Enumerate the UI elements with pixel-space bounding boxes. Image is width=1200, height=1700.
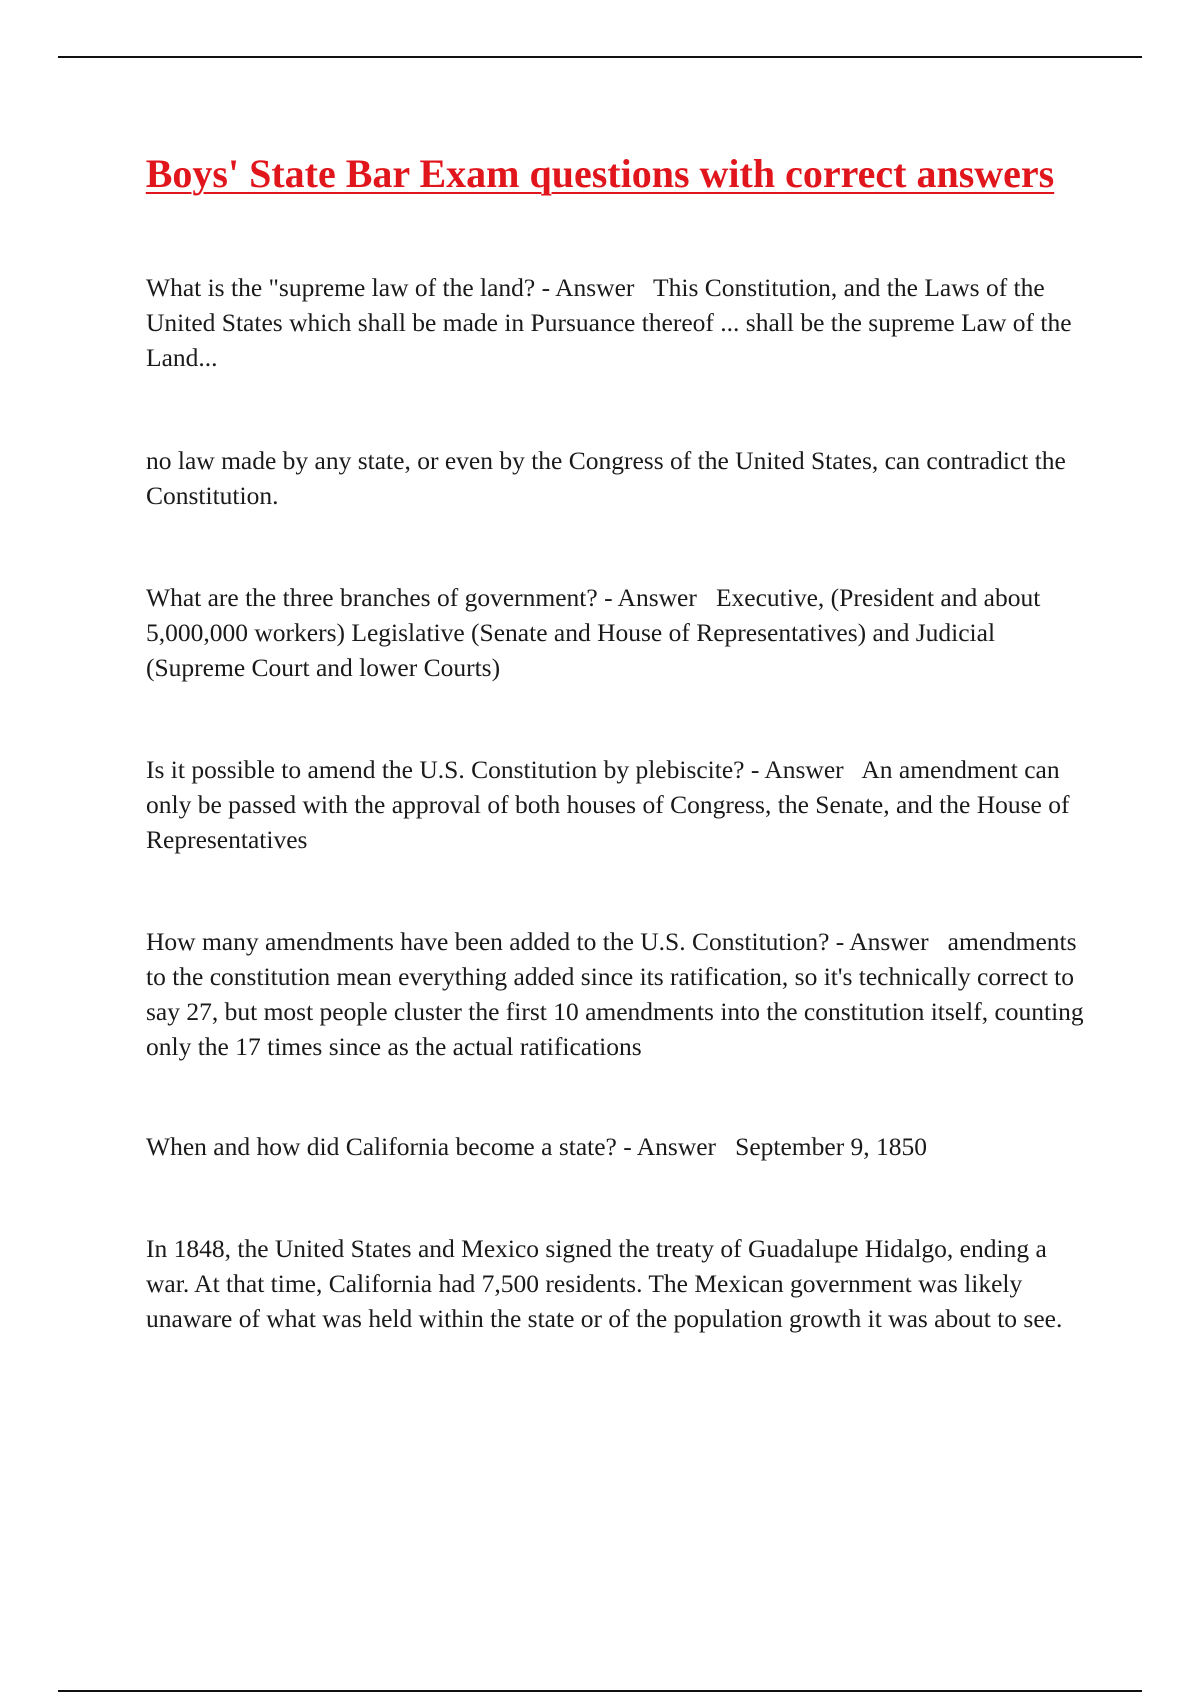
answer-paragraph-california-statehood: When and how did California become a state? - Answer September 9, 1850: [146, 1132, 928, 1161]
answer-paragraph-branches: What are the three branches of government? - Answer Executive, (President and about 5,000,000 workers) Legislative (Senate and House of Representatives) and Judicial (Supreme Court and lower Courts): [146, 583, 1047, 682]
answer-paragraph-guadalupe-hidalgo: In 1848, the United States and Mexico signed the treaty of Guadalupe Hidalgo, ending a war. At that time, California had 7,500 residents. The Mexican government was likely unaware of what was held within the state or of the population growth it was about to see.: [146, 1234, 1063, 1333]
answer-paragraph-plebiscite: Is it possible to amend the U.S. Constitution by plebiscite? - Answer An amendment can only be passed with the approval of both houses of Congress, the Senate, and the House of Representatives: [146, 755, 1076, 854]
footer-rule: [58, 1690, 1142, 1692]
document-title: Boys' State Bar Exam questions with correct answers: [145, 151, 1055, 196]
answer-paragraph-supreme-law: What is the "supreme law of the land? - Answer This Constitution, and the Laws of the United States which shall be made in Pursuance thereof ... shall be the supreme Law of the Land...: [146, 273, 1078, 372]
answer-paragraph-amendments: How many amendments have been added to the U.S. Constitution? - Answer amendments to the constitution mean everything added since its ratification, so it's technically correct to say 27, but most people cluster the first 10 amendments into the constitution itself, counting only the 17 times since as the actual ratifications: [146, 927, 1091, 1061]
header-rule: [58, 56, 1142, 58]
answer-paragraph-constitution-supremacy: no law made by any state, or even by the Congress of the United States, can contradict the Constitution.: [146, 446, 1073, 510]
document-body: [146, 270, 1091, 1336]
